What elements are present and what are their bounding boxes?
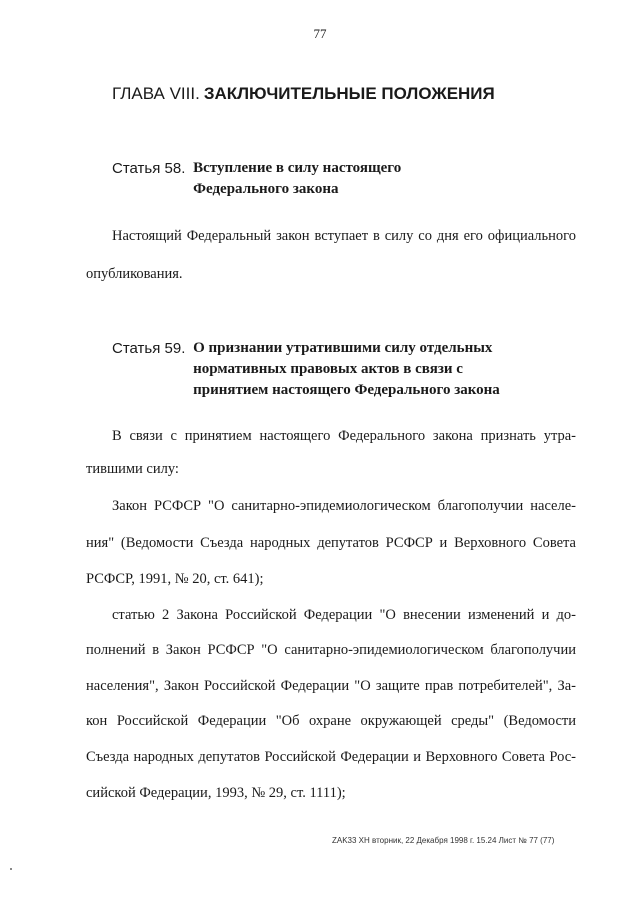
page-footer: ZAK33 XH вторник, 22 Декабря 1998 г. 15.24 Лист № 77 (77) bbox=[332, 836, 555, 845]
article-59-title-line: принятием настоящего Федерального закона bbox=[193, 382, 500, 398]
text-line: тившими силу: bbox=[86, 461, 179, 477]
text-line: статью 2 Закона Российской Федерации "О внесении изменений и до- bbox=[112, 607, 576, 623]
text-line: РСФСР, 1991, № 20, ст. 641); bbox=[86, 571, 264, 587]
text-line: Настоящий Федеральный закон вступает в силу со дня его официального bbox=[112, 228, 576, 244]
text-line: опубликования. bbox=[86, 266, 183, 282]
article-58-heading bbox=[112, 158, 401, 200]
article-59-label: Статья 59. bbox=[112, 340, 186, 357]
article-58-title-line: Вступление в силу настоящего bbox=[193, 160, 402, 176]
article-59-title-line: нормативных правовых актов в связи с bbox=[193, 361, 463, 377]
text-line: населения", Закон Российской Федерации "О защите прав потребителей", За- bbox=[86, 678, 576, 694]
text-line: В связи с принятием настоящего Федерального закона признать утра- bbox=[112, 428, 576, 444]
text-line: сийской Федерации, 1993, № 29, ст. 1111); bbox=[86, 785, 346, 801]
chapter-label: ГЛАВА VIII. bbox=[112, 84, 200, 103]
text-line: Закон РСФСР "О санитарно-эпидемиологическом благополучии населе- bbox=[112, 498, 576, 514]
page-number: 77 bbox=[313, 26, 327, 41]
article-59-title-line: О признании утратившими силу отдельных bbox=[193, 340, 493, 356]
scan-speck bbox=[10, 868, 12, 870]
article-58-title bbox=[193, 158, 401, 200]
chapter-title: ЗАКЛЮЧИТЕЛЬНЫЕ ПОЛОЖЕНИЯ bbox=[203, 84, 495, 103]
text-line: Съезда народных депутатов Российской Федерации и Верховного Совета Рос- bbox=[86, 749, 576, 765]
text-line: кон Российской Федерации "Об охране окружающей среды" (Ведомости bbox=[86, 713, 576, 729]
text-line: ния" (Ведомости Съезда народных депутатов РСФСР и Верховного Совета bbox=[86, 535, 576, 551]
article-58-title-line: Федерального закона bbox=[193, 181, 339, 197]
chapter-heading bbox=[112, 84, 495, 104]
text-line: полнений в Закон РСФСР "О санитарно-эпидемиологическом благополучии bbox=[86, 642, 576, 658]
article-59-heading bbox=[112, 338, 500, 401]
article-58-label: Статья 58. bbox=[112, 160, 186, 177]
article-59-title bbox=[193, 338, 500, 401]
